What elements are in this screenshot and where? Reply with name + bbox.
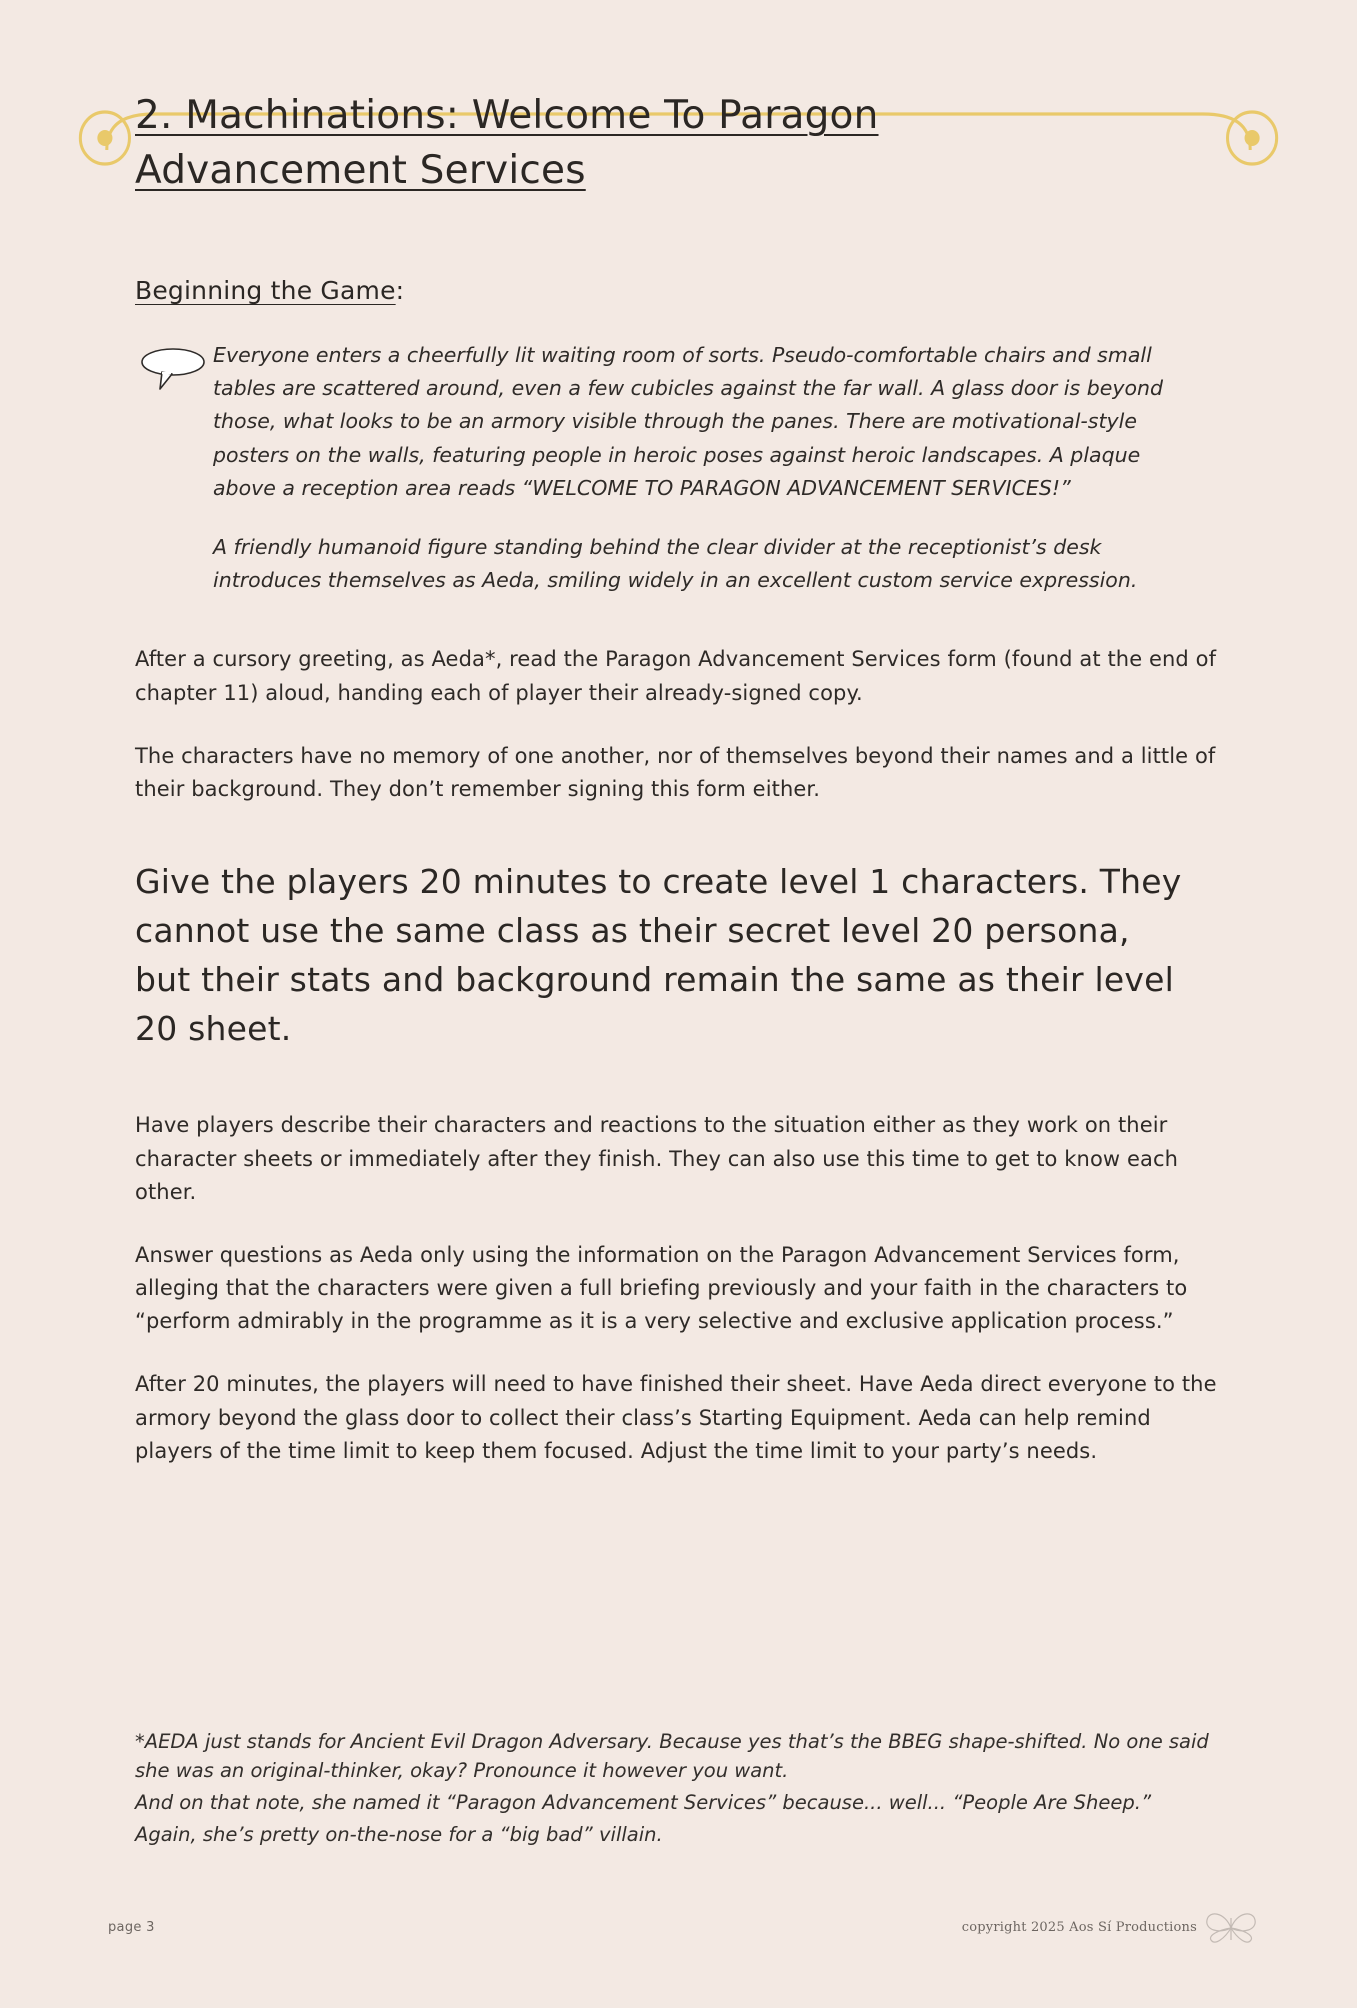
butterfly-ornament-icon bbox=[1203, 1906, 1259, 1950]
body-paragraph: Have players describe their characters and reactions to the situation either as they work on their character sheets or immediately after they finish. They can also use this time to get to know each other. bbox=[135, 1113, 1178, 1204]
speech-bubble-icon bbox=[140, 345, 206, 391]
footnote-line: And on that note, she named it “Paragon Advancement Services” because... well... “People Are Sheep.” bbox=[135, 1790, 1152, 1814]
read-aloud-paragraph: Everyone enters a cheerfully lit waiting room of sorts. Pseudo-comfortable chairs and small tables are scattered around, even a few cubicles against the far wall. A glass door is beyond those, what looks to be an armory visible through the panes. There are motivational-style posters on the walls, featuring people in heroic poses against heroic landscapes. A plaque above a reception area reads “WELCOME TO PARAGON ADVANCEMENT SERVICES!” bbox=[213, 343, 1163, 500]
document-page bbox=[0, 88, 1357, 2008]
body-paragraph: Answer questions as Aeda only using the information on the Paragon Advancement Services form, alleging that the characters were given a full briefing previously and your faith in the characters to “perform admirably in the programme as it is a very selective and exclusive application process.” bbox=[135, 1242, 1188, 1334]
page-title-line-1: 2. Machinations: Welcome To Paragon bbox=[135, 93, 879, 138]
section-heading-text: Beginning the Game bbox=[135, 276, 396, 305]
read-aloud-block bbox=[135, 339, 1222, 597]
section-heading bbox=[135, 276, 1222, 305]
body-paragraph: The characters have no memory of one another, nor of themselves beyond their names and a little of their background. They don’t remember signing this form either. bbox=[135, 743, 1216, 801]
read-aloud-paragraph: A friendly humanoid figure standing behind the clear divider at the receptionist’s desk introduces themselves as Aeda, smiling widely in an excellent custom service expression. bbox=[213, 535, 1138, 593]
section-heading-colon: : bbox=[395, 276, 405, 305]
page-number: page 3 bbox=[108, 1920, 155, 1935]
title-band bbox=[135, 88, 1222, 208]
page-footer bbox=[0, 1910, 1357, 1950]
body-paragraph: After 20 minutes, the players will need to have finished their sheet. Have Aeda direct everyone to the armory beyond the glass door to collect their class’s Starting Equipment. Aeda can help remind players of the time limit to keep them focused. Adjust the time limit to your party’s needs. bbox=[135, 1372, 1217, 1463]
body-paragraph: After a cursory greeting, as Aeda*, read the Paragon Advancement Services form (found at the end of chapter 11) aloud, handing each of player their already-signed copy. bbox=[135, 647, 1217, 705]
page-title-line-2: Advancement Services bbox=[135, 148, 586, 194]
footnote-line: Again, she’s pretty on-the-nose for a “big bad” villain. bbox=[135, 1822, 663, 1846]
footnote-line: *AEDA just stands for Ancient Evil Dragon Adversary. Because yes that’s the BBEG shape-shifted. No one said she was an original-thinker, okay? Pronounce it however you want. bbox=[135, 1730, 1209, 1782]
callout-instruction: Give the players 20 minutes to create level 1 characters. They cannot use the same class as their secret level 20 persona, but their stats and background remain the same as their level 20 sheet. bbox=[135, 862, 1182, 1048]
page-title bbox=[135, 88, 1035, 199]
footnote-block bbox=[135, 1728, 1222, 1852]
copyright-notice: copyright 2025 Aos Sí Productions bbox=[961, 1920, 1197, 1935]
